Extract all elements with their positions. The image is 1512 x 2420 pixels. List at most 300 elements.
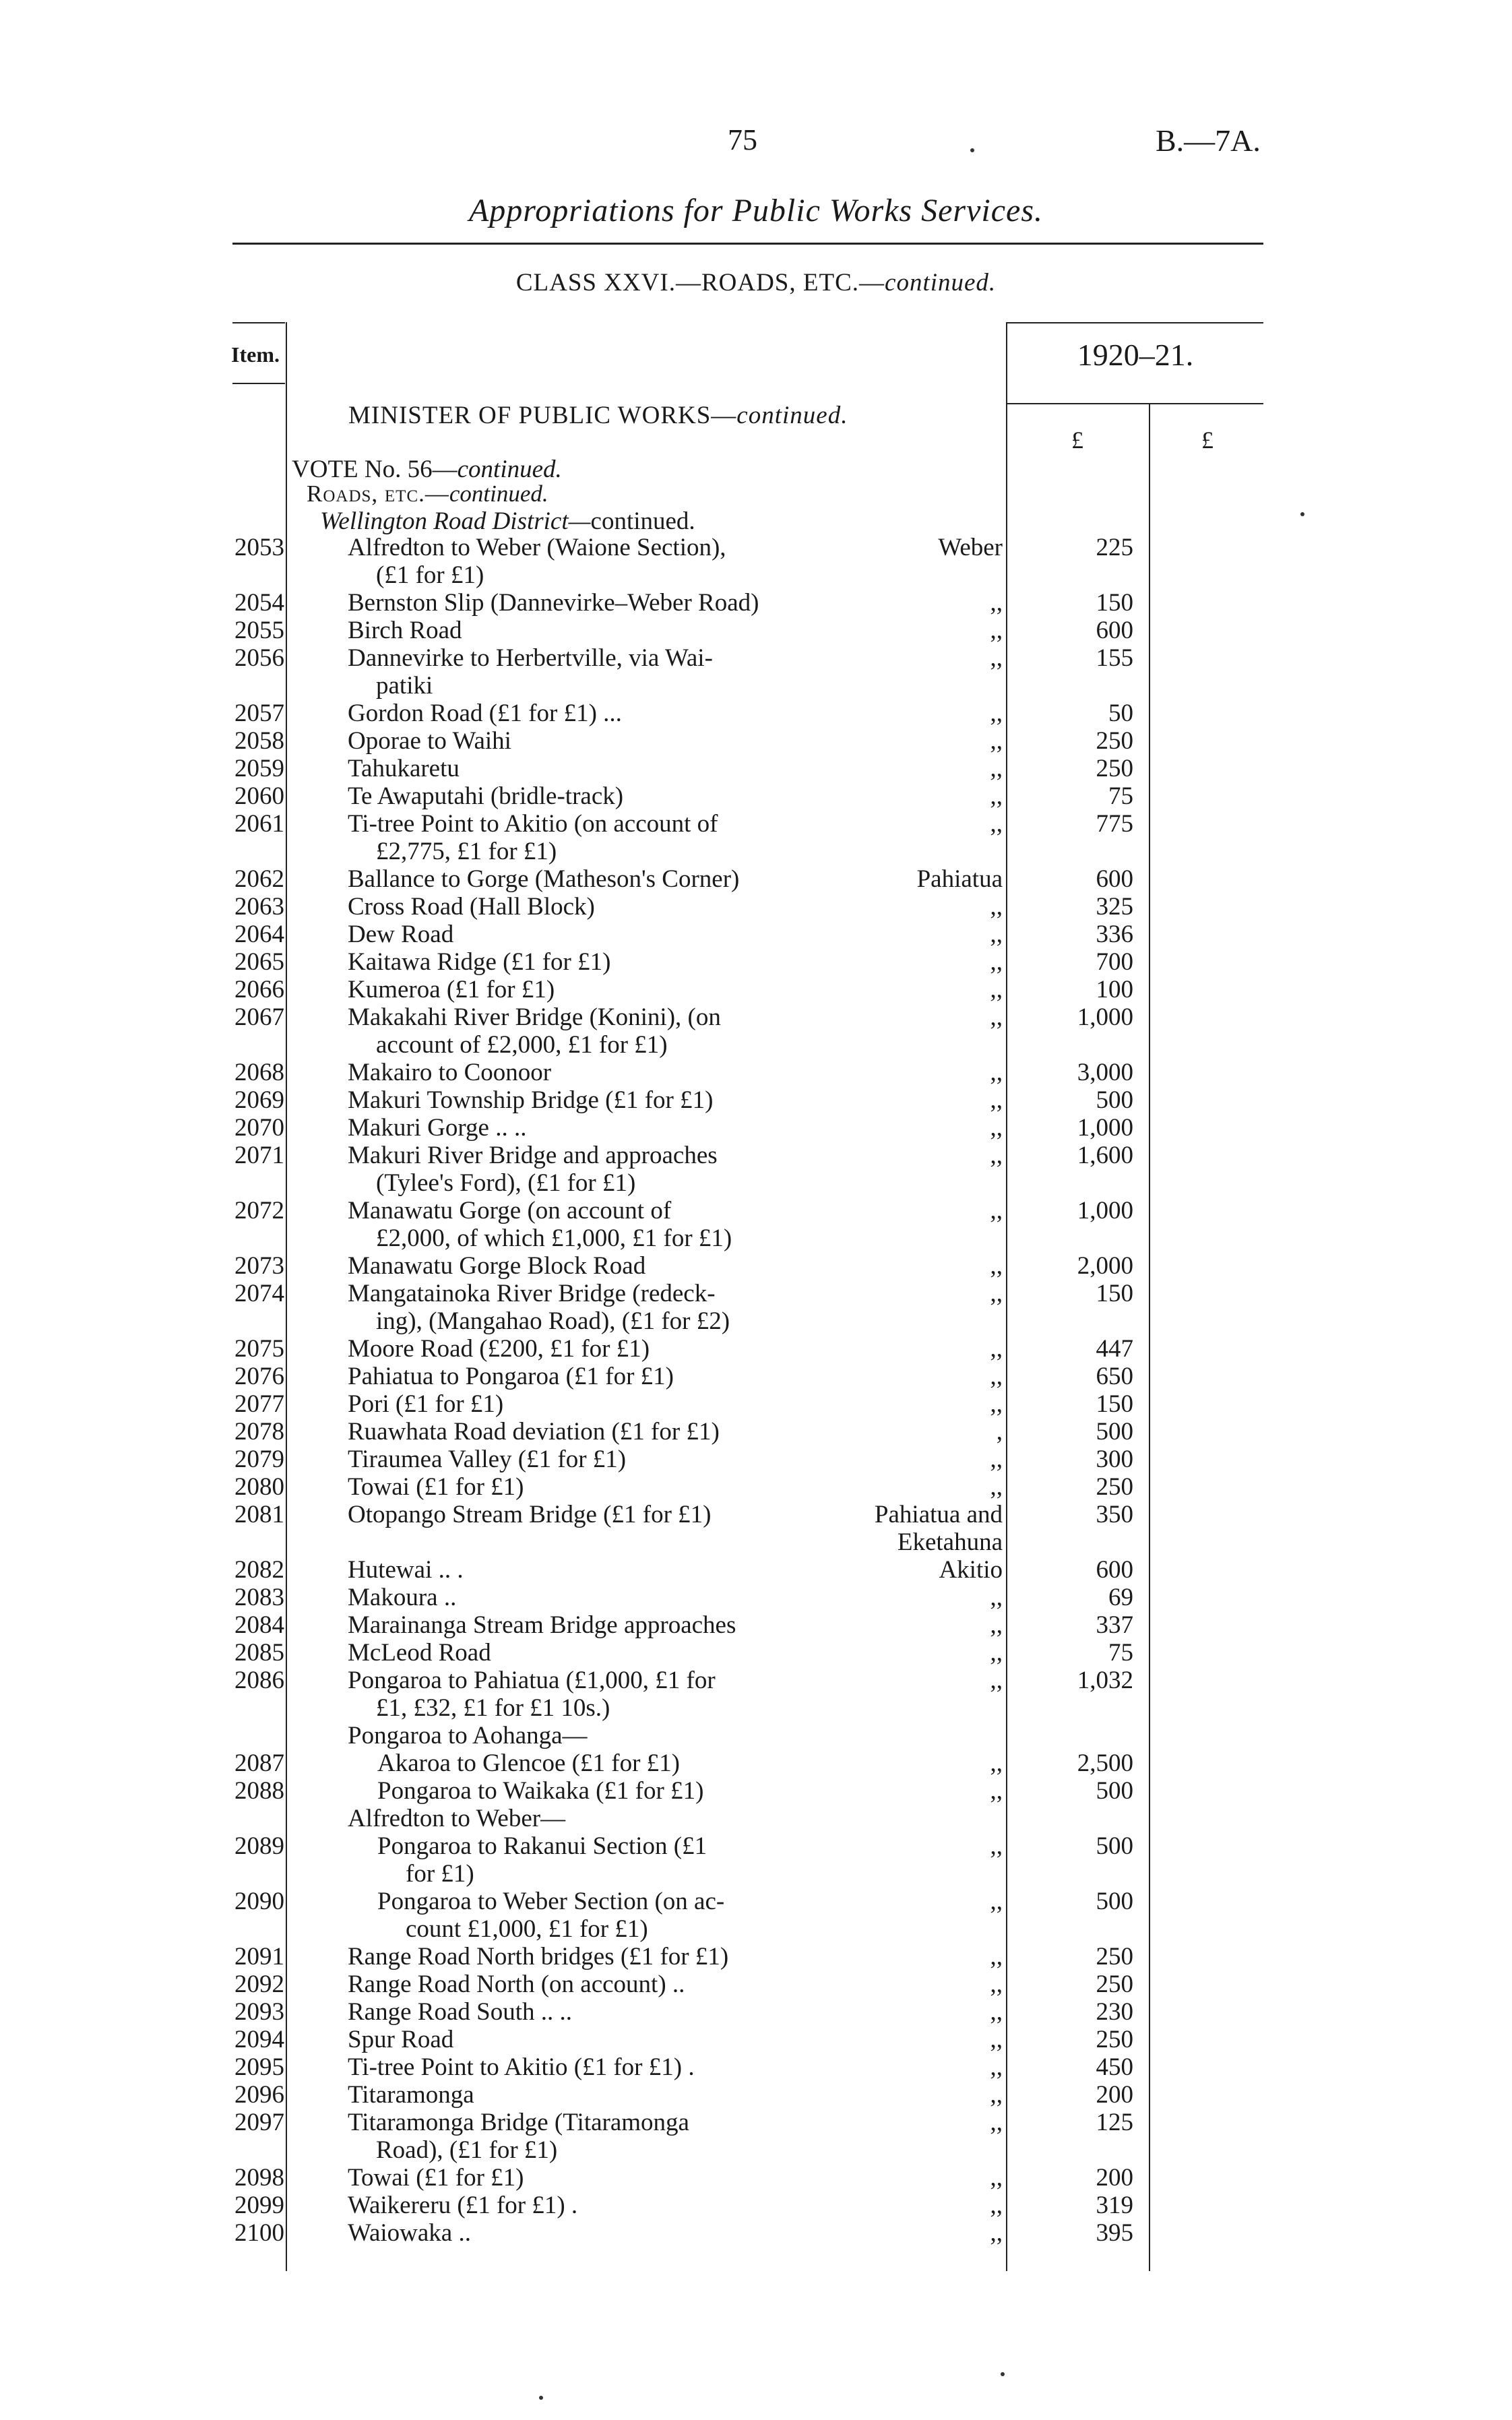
description-continuation: count £1,000, £1 for £1) bbox=[406, 1915, 648, 1943]
electorate-text: ,, bbox=[990, 2081, 1003, 2109]
table-row bbox=[0, 1584, 1512, 1611]
description-text: Te Awaputahi (bridle-track) bbox=[348, 782, 624, 810]
table-row bbox=[0, 1667, 1512, 1722]
electorate-text: ,, bbox=[990, 1363, 1003, 1390]
description-text: Ti-tree Point to Akitio (on account of bbox=[348, 810, 718, 838]
description-text: Tiraumea Valley (£1 for £1) bbox=[348, 1446, 627, 1473]
table-row bbox=[0, 1611, 1512, 1639]
item-number: 2073 bbox=[234, 1252, 284, 1280]
description-text: Moore Road (£200, £1 for £1) bbox=[348, 1335, 650, 1363]
description-text: Birch Road bbox=[348, 617, 462, 644]
amount: 150 bbox=[1096, 589, 1133, 617]
amount: 650 bbox=[1096, 1363, 1133, 1390]
description-text: Titaramonga bbox=[348, 2081, 474, 2109]
amount: 337 bbox=[1096, 1611, 1133, 1639]
item-number: 2093 bbox=[234, 1998, 284, 2026]
electorate bbox=[815, 782, 1003, 810]
electorate bbox=[815, 1971, 1003, 1998]
electorate bbox=[815, 1142, 1003, 1169]
electorate-text: ,, bbox=[990, 1998, 1003, 2026]
minister-heading bbox=[348, 401, 848, 430]
description-text: Oporae to Waihi bbox=[348, 727, 511, 755]
description-text: Makairo to Coonoor bbox=[348, 1059, 552, 1086]
description-text: Marainanga Stream Bridge approaches bbox=[348, 1611, 736, 1639]
roads-continued: continued. bbox=[449, 480, 548, 507]
description-continuation: £2,775, £1 for £1) bbox=[376, 838, 557, 865]
electorate bbox=[815, 1363, 1003, 1390]
amount: 230 bbox=[1096, 1998, 1133, 2026]
electorate-text: ,, bbox=[990, 2053, 1003, 2081]
item-description bbox=[348, 1059, 816, 1086]
description-continuation: for £1) bbox=[406, 1860, 474, 1888]
electorate-text: ,, bbox=[990, 948, 1003, 976]
electorate-text: , bbox=[996, 1418, 1003, 1446]
item-number: 2060 bbox=[234, 782, 284, 810]
page-number: 75 bbox=[728, 123, 757, 156]
item-description bbox=[348, 1142, 816, 1197]
scan-speck bbox=[970, 148, 974, 152]
electorate-text: ,, bbox=[990, 1584, 1003, 1611]
item-number: 2077 bbox=[234, 1390, 284, 1418]
electorate-text: ,, bbox=[990, 589, 1003, 617]
description-text: Makuri Township Bridge (£1 for £1) bbox=[348, 1086, 714, 1114]
electorate-text: ,, bbox=[990, 1142, 1003, 1169]
electorate-text: ,, bbox=[990, 2109, 1003, 2136]
item-description bbox=[348, 2053, 816, 2081]
amount: 319 bbox=[1096, 2192, 1133, 2219]
item-number: 2056 bbox=[234, 644, 284, 672]
description-text: Otopango Stream Bridge (£1 for £1) bbox=[348, 1501, 712, 1528]
table-row bbox=[0, 1888, 1512, 1943]
item-description bbox=[348, 1197, 816, 1252]
electorate-text: ,, bbox=[990, 1086, 1003, 1114]
amount: 75 bbox=[1108, 782, 1133, 810]
vote-heading bbox=[292, 455, 562, 484]
table-row bbox=[0, 589, 1512, 617]
item-description bbox=[348, 2109, 816, 2164]
item-number: 2076 bbox=[234, 1363, 284, 1390]
electorate-text: ,, bbox=[990, 1667, 1003, 1694]
electorate bbox=[815, 1611, 1003, 1639]
item-number: 2088 bbox=[234, 1777, 284, 1805]
item-number: 2062 bbox=[234, 865, 284, 893]
electorate bbox=[815, 1390, 1003, 1418]
district-heading bbox=[320, 507, 695, 536]
item-description bbox=[348, 2081, 816, 2109]
electorate bbox=[815, 2164, 1003, 2192]
electorate bbox=[815, 1501, 1003, 1556]
description-text: Makakahi River Bridge (Konini), (on bbox=[348, 1003, 721, 1031]
item-description bbox=[348, 921, 816, 948]
electorate-text: Weber bbox=[938, 534, 1003, 561]
electorate bbox=[815, 976, 1003, 1003]
table-row bbox=[0, 893, 1512, 921]
electorate-text: ,, bbox=[990, 644, 1003, 672]
electorate bbox=[815, 2109, 1003, 2136]
description-text: Gordon Road (£1 for £1) ... bbox=[348, 700, 622, 727]
amount: 300 bbox=[1096, 1446, 1133, 1473]
item-number: 2084 bbox=[234, 1611, 284, 1639]
amount: 69 bbox=[1108, 1584, 1133, 1611]
amount: 200 bbox=[1096, 2081, 1133, 2109]
item-number: 2099 bbox=[234, 2192, 284, 2219]
electorate bbox=[815, 1252, 1003, 1280]
electorate-text: Pahiatua bbox=[916, 865, 1003, 893]
amount: 2,500 bbox=[1077, 1749, 1133, 1777]
description-text: Ti-tree Point to Akitio (£1 for £1) . bbox=[348, 2053, 695, 2081]
item-number: 2091 bbox=[234, 1943, 284, 1971]
description-text: Manawatu Gorge (on account of bbox=[348, 1197, 672, 1224]
item-number: 2085 bbox=[234, 1639, 284, 1667]
class-heading-text: CLASS XXVI.—ROADS, ETC.— bbox=[515, 269, 885, 297]
description-continuation: (£1 for £1) bbox=[376, 561, 484, 589]
electorate-text: ,, bbox=[990, 976, 1003, 1003]
electorate bbox=[815, 1832, 1003, 1860]
electorate bbox=[815, 589, 1003, 617]
amount: 250 bbox=[1096, 727, 1133, 755]
electorate-text: ,, bbox=[990, 1832, 1003, 1860]
item-description bbox=[377, 1749, 816, 1777]
description-text: Cross Road (Hall Block) bbox=[348, 893, 595, 921]
description-text: Dew Road bbox=[348, 921, 454, 948]
vote-text: VOTE No. 56— bbox=[292, 456, 458, 483]
amount: 75 bbox=[1108, 1639, 1133, 1667]
amount: 450 bbox=[1096, 2053, 1133, 2081]
description-text: Makuri Gorge .. .. bbox=[348, 1114, 527, 1142]
electorate bbox=[815, 1943, 1003, 1971]
item-description bbox=[348, 976, 816, 1003]
item-description bbox=[348, 755, 816, 782]
table-row bbox=[0, 1943, 1512, 1971]
table-row bbox=[0, 700, 1512, 727]
amount: 325 bbox=[1096, 893, 1133, 921]
amount: 500 bbox=[1096, 1777, 1133, 1805]
electorate-text: ,, bbox=[990, 2219, 1003, 2247]
item-description bbox=[348, 727, 816, 755]
amount: 3,000 bbox=[1077, 1059, 1133, 1086]
table-head-rule-left bbox=[232, 322, 285, 323]
description-text: Kaitawa Ridge (£1 for £1) bbox=[348, 948, 611, 976]
amount: 250 bbox=[1096, 1971, 1133, 1998]
item-description bbox=[348, 1390, 816, 1418]
item-description bbox=[348, 1252, 816, 1280]
item-description bbox=[348, 700, 816, 727]
electorate-text: ,, bbox=[990, 617, 1003, 644]
description-text: McLeod Road bbox=[348, 1639, 491, 1667]
amount: 200 bbox=[1096, 2164, 1133, 2192]
electorate-text: ,, bbox=[990, 893, 1003, 921]
currency-symbol-2: £ bbox=[1201, 427, 1214, 454]
description-text: Pori (£1 for £1) bbox=[348, 1390, 504, 1418]
scan-speck bbox=[539, 2396, 543, 2400]
table-row bbox=[0, 1086, 1512, 1114]
amount: 250 bbox=[1096, 755, 1133, 782]
item-number: 2063 bbox=[234, 893, 284, 921]
amount: 2,000 bbox=[1077, 1252, 1133, 1280]
table-row bbox=[0, 2026, 1512, 2053]
description-text: Makoura .. bbox=[348, 1584, 457, 1611]
description-text: Waiowaka .. bbox=[348, 2219, 471, 2247]
amount: 700 bbox=[1096, 948, 1133, 976]
item-number: 2054 bbox=[234, 589, 284, 617]
item-number: 2095 bbox=[234, 2053, 284, 2081]
item-number: 2087 bbox=[234, 1749, 284, 1777]
title-rule bbox=[232, 243, 1263, 245]
table-row bbox=[0, 1252, 1512, 1280]
vote-continued: continued. bbox=[457, 456, 562, 483]
item-number: 2055 bbox=[234, 617, 284, 644]
description-text: Bernston Slip (Dannevirke–Weber Road) bbox=[348, 589, 759, 617]
item-description bbox=[348, 1086, 816, 1114]
electorate bbox=[815, 1059, 1003, 1086]
amount: 336 bbox=[1096, 921, 1133, 948]
item-description bbox=[377, 1777, 816, 1805]
electorate bbox=[815, 921, 1003, 948]
amount: 1,000 bbox=[1077, 1114, 1133, 1142]
description-text: Makuri River Bridge and approaches bbox=[348, 1142, 718, 1169]
subheading-text: Alfredton to Weber— bbox=[348, 1805, 566, 1832]
item-description bbox=[348, 1611, 816, 1639]
item-description bbox=[348, 1418, 816, 1446]
item-number: 2078 bbox=[234, 1418, 284, 1446]
scan-speck bbox=[1001, 2372, 1005, 2376]
amount: 250 bbox=[1096, 1943, 1133, 1971]
item-number: 2089 bbox=[234, 1832, 284, 1860]
description-text: Hutewai .. . bbox=[348, 1556, 464, 1584]
item-description bbox=[348, 617, 816, 644]
description-text: Pongaroa to Waikaka (£1 for £1) bbox=[377, 1777, 704, 1805]
table-row bbox=[0, 2109, 1512, 2164]
item-description bbox=[348, 1280, 816, 1335]
table-row bbox=[0, 1114, 1512, 1142]
description-text: Alfredton to Weber (Waione Section), bbox=[348, 534, 726, 561]
item-description bbox=[348, 589, 816, 617]
amount: 500 bbox=[1096, 1418, 1133, 1446]
page-title: Appropriations for Public Works Services. bbox=[468, 193, 1044, 228]
item-number: 2082 bbox=[234, 1556, 284, 1584]
description-continuation: £2,000, of which £1,000, £1 for £1) bbox=[376, 1224, 732, 1252]
table-row bbox=[0, 534, 1512, 589]
electorate bbox=[815, 755, 1003, 782]
minister-text: MINISTER OF PUBLIC WORKS— bbox=[348, 402, 737, 429]
table-head-rule-right bbox=[1007, 322, 1263, 323]
description-text: Pongaroa to Rakanui Section (£1 bbox=[377, 1832, 707, 1860]
table-row bbox=[0, 782, 1512, 810]
description-continuation: ing), (Mangahao Road), (£1 for £2) bbox=[376, 1307, 730, 1335]
description-text: Ruawhata Road deviation (£1 for £1) bbox=[348, 1418, 720, 1446]
electorate-text: ,, bbox=[990, 1473, 1003, 1501]
item-number: 2058 bbox=[234, 727, 284, 755]
amount: 395 bbox=[1096, 2219, 1133, 2247]
item-number: 2071 bbox=[234, 1142, 284, 1169]
minister-continued: continued. bbox=[736, 402, 848, 429]
item-description bbox=[348, 1556, 816, 1584]
table-row bbox=[0, 948, 1512, 976]
amount: 50 bbox=[1108, 700, 1133, 727]
electorate-text: Pahiatua and bbox=[874, 1501, 1003, 1528]
table-row bbox=[0, 1280, 1512, 1335]
item-number: 2061 bbox=[234, 810, 284, 838]
electorate-text: ,, bbox=[990, 1003, 1003, 1031]
item-number: 2065 bbox=[234, 948, 284, 976]
item-description bbox=[348, 644, 816, 700]
appropriation-rows bbox=[0, 534, 1512, 2247]
item-description bbox=[348, 865, 816, 893]
table-row bbox=[0, 1059, 1512, 1086]
item-number: 2053 bbox=[234, 534, 284, 561]
reference-code: B.—7A. bbox=[1156, 123, 1261, 158]
electorate bbox=[815, 2026, 1003, 2053]
description-text: Kumeroa (£1 for £1) bbox=[348, 976, 555, 1003]
item-number: 2074 bbox=[234, 1280, 284, 1307]
item-number: 2096 bbox=[234, 2081, 284, 2109]
roads-text: Roads, etc.— bbox=[307, 480, 449, 507]
electorate-text: ,, bbox=[990, 1252, 1003, 1280]
electorate bbox=[815, 534, 1003, 561]
table-row bbox=[0, 1418, 1512, 1446]
electorate-text: ,, bbox=[990, 700, 1003, 727]
description-text: Pongaroa to Weber Section (on ac- bbox=[377, 1888, 725, 1915]
table-row bbox=[0, 2164, 1512, 2192]
item-description bbox=[348, 2164, 816, 2192]
item-description bbox=[348, 1114, 816, 1142]
item-description bbox=[348, 2219, 816, 2247]
electorate bbox=[815, 948, 1003, 976]
electorate bbox=[815, 1086, 1003, 1114]
amount: 150 bbox=[1096, 1390, 1133, 1418]
electorate bbox=[815, 2192, 1003, 2219]
electorate bbox=[815, 2219, 1003, 2247]
electorate bbox=[815, 893, 1003, 921]
table-row bbox=[0, 755, 1512, 782]
item-column-header: Item. bbox=[231, 342, 280, 367]
year-column-header: 1920–21. bbox=[1077, 338, 1194, 372]
table-row bbox=[0, 1363, 1512, 1390]
electorate-text: ,, bbox=[990, 727, 1003, 755]
item-number: 2067 bbox=[234, 1003, 284, 1031]
table-row bbox=[0, 976, 1512, 1003]
electorate-text: ,, bbox=[990, 782, 1003, 810]
description-text: Tahukaretu bbox=[348, 755, 460, 782]
electorate bbox=[815, 1667, 1003, 1694]
description-text: Ballance to Gorge (Matheson's Corner) bbox=[348, 865, 740, 893]
electorate bbox=[815, 617, 1003, 644]
item-description bbox=[348, 1501, 816, 1556]
amount: 350 bbox=[1096, 1501, 1133, 1528]
electorate bbox=[815, 1888, 1003, 1915]
table-row bbox=[0, 1832, 1512, 1888]
item-number: 2068 bbox=[234, 1059, 284, 1086]
item-description bbox=[348, 534, 816, 589]
electorate bbox=[815, 1998, 1003, 2026]
electorate-text: ,, bbox=[990, 1446, 1003, 1473]
electorate-text: ,, bbox=[990, 755, 1003, 782]
amount: 250 bbox=[1096, 1473, 1133, 1501]
item-number: 2090 bbox=[234, 1888, 284, 1915]
item-number: 2072 bbox=[234, 1197, 284, 1224]
table-row bbox=[0, 644, 1512, 700]
item-description bbox=[348, 1335, 816, 1363]
item-number: 2100 bbox=[234, 2219, 284, 2247]
electorate-text: ,, bbox=[990, 1059, 1003, 1086]
description-continuation: account of £2,000, £1 for £1) bbox=[376, 1031, 668, 1059]
electorate-text: ,, bbox=[990, 2164, 1003, 2192]
currency-symbol-1: £ bbox=[1071, 427, 1083, 454]
item-description bbox=[348, 1943, 816, 1971]
electorate-text: Akitio bbox=[939, 1556, 1003, 1584]
item-number: 2094 bbox=[234, 2026, 284, 2053]
electorate-text: ,, bbox=[990, 1971, 1003, 1998]
electorate bbox=[815, 1556, 1003, 1584]
year-header-underline bbox=[1007, 403, 1263, 404]
table-row bbox=[0, 2192, 1512, 2219]
item-number: 2081 bbox=[234, 1501, 284, 1528]
item-number: 2064 bbox=[234, 921, 284, 948]
table-row bbox=[0, 1003, 1512, 1059]
electorate bbox=[815, 1280, 1003, 1307]
table-row bbox=[0, 727, 1512, 755]
amount: 775 bbox=[1096, 810, 1133, 838]
description-text: Towai (£1 for £1) bbox=[348, 1473, 524, 1501]
amount: 500 bbox=[1096, 1086, 1133, 1114]
row-spacer bbox=[348, 1528, 816, 1556]
amount: 250 bbox=[1096, 2026, 1133, 2053]
roads-heading bbox=[307, 480, 548, 507]
table-row bbox=[0, 921, 1512, 948]
table-row bbox=[0, 1556, 1512, 1584]
electorate-text: ,, bbox=[990, 2192, 1003, 2219]
electorate bbox=[815, 865, 1003, 893]
item-number: 2075 bbox=[234, 1335, 284, 1363]
electorate bbox=[815, 1197, 1003, 1224]
electorate bbox=[815, 1446, 1003, 1473]
item-description bbox=[348, 1667, 816, 1722]
class-heading bbox=[0, 268, 1512, 297]
description-text: Akaroa to Glencoe (£1 for £1) bbox=[377, 1749, 680, 1777]
table-row bbox=[0, 1777, 1512, 1805]
electorate-text: ,, bbox=[990, 1280, 1003, 1307]
description-continuation: patiki bbox=[376, 672, 433, 700]
electorate-text: ,, bbox=[990, 1888, 1003, 1915]
description-text: Towai (£1 for £1) bbox=[348, 2164, 524, 2192]
item-description bbox=[348, 2026, 816, 2053]
table-row bbox=[0, 1197, 1512, 1252]
amount: 500 bbox=[1096, 1832, 1133, 1860]
item-number: 2079 bbox=[234, 1446, 284, 1473]
table-row bbox=[0, 1971, 1512, 1998]
item-header-underline bbox=[232, 383, 285, 384]
electorate-text: ,, bbox=[990, 1611, 1003, 1639]
electorate bbox=[815, 1749, 1003, 1777]
table-row bbox=[0, 810, 1512, 865]
electorate bbox=[815, 1639, 1003, 1667]
table-row bbox=[0, 1501, 1512, 1556]
item-description bbox=[348, 782, 816, 810]
item-description bbox=[348, 1473, 816, 1501]
item-description bbox=[348, 1971, 816, 1998]
electorate bbox=[815, 1335, 1003, 1363]
class-heading-continued: continued. bbox=[885, 269, 997, 297]
table-row bbox=[0, 2053, 1512, 2081]
amount: 1,000 bbox=[1077, 1003, 1133, 1031]
subheading-row bbox=[0, 1722, 1512, 1749]
description-text: Manawatu Gorge Block Road bbox=[348, 1252, 646, 1280]
amount: 100 bbox=[1096, 976, 1133, 1003]
item-description bbox=[348, 2192, 816, 2219]
electorate bbox=[815, 1473, 1003, 1501]
item-number: 2059 bbox=[234, 755, 284, 782]
table-row bbox=[0, 1142, 1512, 1197]
